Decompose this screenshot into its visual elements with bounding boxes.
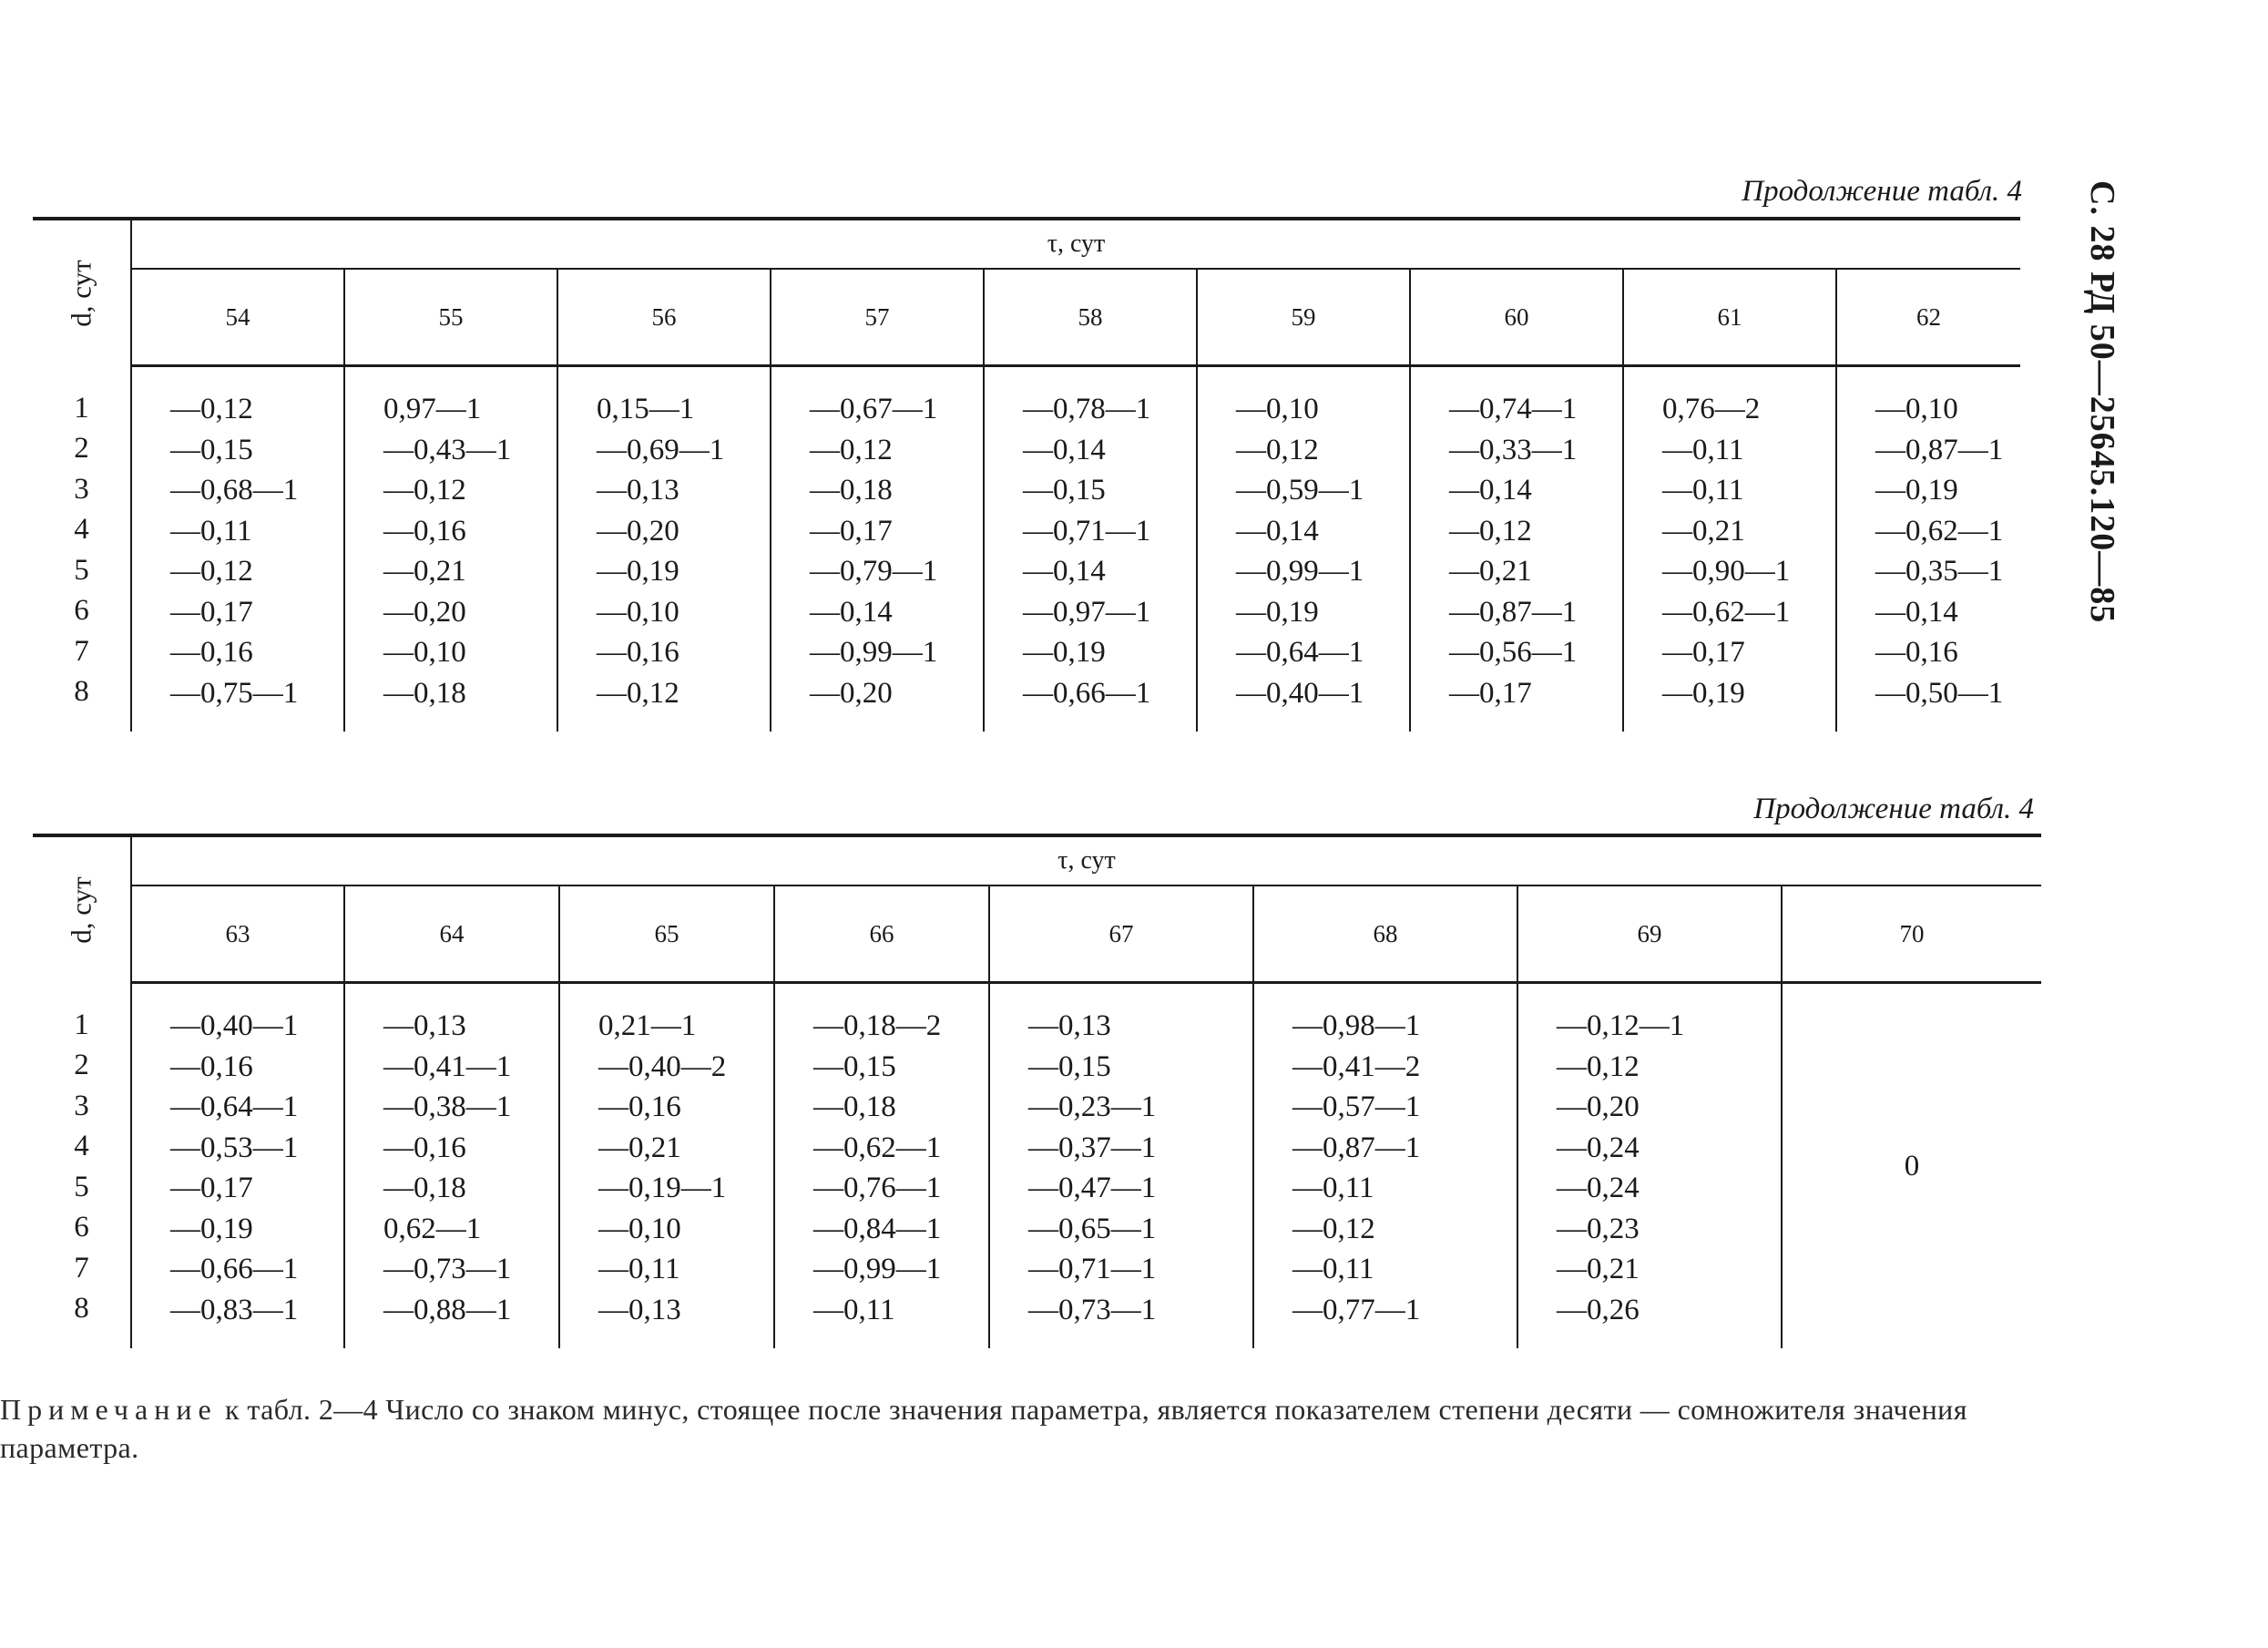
- spacer: [990, 984, 1252, 1006]
- table1-d-header: [33, 219, 131, 366]
- col-header: 54: [131, 269, 344, 366]
- value-cell: —0,21: [1449, 555, 1532, 588]
- row-label: 5: [74, 553, 89, 587]
- col-header: 63: [131, 885, 344, 983]
- col-header: 66: [774, 885, 989, 983]
- spacer: [775, 1330, 988, 1348]
- value-cell: —0,99—1: [810, 636, 938, 669]
- note-text: к табл. 2—4 Число со знаком минус, стоящее после значения параметра, является показателем степени десяти — сомножителя значения параметра.: [0, 1393, 1967, 1464]
- row-label: 4: [74, 1130, 89, 1162]
- value-cell: —0,21: [598, 1131, 681, 1164]
- value-cell: —0,18: [383, 1172, 466, 1204]
- col-header: 59: [1197, 269, 1410, 366]
- value-cell: —0,16: [170, 1049, 253, 1083]
- value-cell: —0,17: [810, 514, 893, 548]
- value-cell: —0,78—1: [1023, 393, 1151, 425]
- value-cell: —0,26: [1557, 1293, 1640, 1326]
- spacer: [345, 713, 557, 732]
- value-cell: 0,62—1: [383, 1212, 482, 1245]
- value-column: [771, 366, 984, 732]
- value-cell: —0,13: [598, 1293, 681, 1326]
- value-cell: —0,64—1: [1236, 636, 1364, 669]
- spacer: [345, 367, 557, 389]
- value-cell: —0,17: [1662, 636, 1745, 669]
- value-cell: —0,16: [1875, 636, 1958, 669]
- value-cell: —0,16: [383, 1131, 466, 1164]
- value-column: [1836, 366, 2020, 732]
- value-cell: —0,98—1: [1292, 1009, 1421, 1042]
- value-cell: —0,73—1: [383, 1253, 512, 1285]
- value-cell: —0,84—1: [813, 1212, 942, 1245]
- col-header: 65: [559, 885, 774, 983]
- value-column: [1623, 366, 1836, 732]
- col-header: 68: [1253, 885, 1517, 983]
- spacer: [1198, 367, 1409, 389]
- row-label: 7: [74, 634, 89, 668]
- value-cell: —0,12: [1236, 433, 1319, 466]
- value-cell: —0,19: [597, 555, 679, 588]
- spacer: [558, 367, 770, 389]
- value-cell: —0,12: [1449, 514, 1532, 548]
- spacer: [33, 1329, 130, 1347]
- table1: [33, 217, 2020, 732]
- value-cell: —0,87—1: [1449, 595, 1578, 629]
- value-cell: —0,67—1: [810, 393, 938, 425]
- value-cell: —0,47—1: [1028, 1172, 1157, 1204]
- table2-continuation-label: Продолжение табл. 4: [1753, 793, 2034, 825]
- value-cell: —0,35—1: [1875, 555, 2004, 588]
- value-column: [1410, 366, 1623, 732]
- row-labels: [33, 983, 131, 1349]
- spacer: [1254, 1330, 1517, 1348]
- col-header: 57: [771, 269, 984, 366]
- table2-tau-header: τ, сут: [131, 835, 2041, 885]
- row-label: 2: [74, 1049, 89, 1081]
- value-cell: —0,68—1: [170, 474, 299, 507]
- value-cell: —0,62—1: [813, 1131, 942, 1164]
- value-cell: —0,53—1: [170, 1131, 299, 1164]
- value-cell: —0,21: [383, 555, 466, 588]
- spacer: [775, 984, 988, 1006]
- value-column: [1253, 983, 1517, 1349]
- col-header: 62: [1836, 269, 2020, 366]
- value-cell: —0,21: [1662, 514, 1745, 548]
- value-column: [1517, 983, 1782, 1349]
- value-cell: —0,10: [597, 595, 679, 629]
- value-cell: —0,88—1: [383, 1293, 512, 1326]
- spacer: [132, 367, 343, 389]
- table1-d-header-label: d, сут: [65, 260, 97, 327]
- value-cell: —0,15: [1028, 1049, 1111, 1083]
- value-cell: —0,71—1: [1023, 514, 1151, 548]
- value-column: [557, 366, 771, 732]
- value-cell: —0,12—1: [1557, 1009, 1685, 1042]
- value-cell: —0,56—1: [1449, 636, 1578, 669]
- value-cell: —0,64—1: [170, 1090, 299, 1123]
- value-cell: —0,99—1: [813, 1253, 942, 1285]
- col70-value-cell: 0: [1782, 983, 2041, 1349]
- value-column: [1197, 366, 1410, 732]
- value-cell: —0,73—1: [1028, 1293, 1157, 1326]
- value-cell: —0,19: [1236, 595, 1319, 629]
- spacer: [1837, 713, 2020, 732]
- value-cell: —0,59—1: [1236, 474, 1364, 507]
- row-label: 8: [74, 675, 89, 708]
- value-cell: —0,14: [1875, 595, 1958, 629]
- value-cell: —0,11: [1662, 433, 1744, 466]
- value-cell: 0,76—2: [1662, 393, 1761, 425]
- value-cell: —0,15: [813, 1049, 896, 1083]
- table2-d-header-label: d, сут: [65, 876, 97, 944]
- spacer: [771, 367, 983, 389]
- value-cell: —0,21: [1557, 1253, 1640, 1285]
- value-cell: —0,10: [383, 636, 466, 669]
- value-cell: —0,40—2: [598, 1049, 727, 1083]
- value-cell: —0,16: [597, 636, 679, 669]
- value-cell: —0,90—1: [1662, 555, 1791, 588]
- value-cell: —0,12: [597, 676, 679, 710]
- value-cell: —0,14: [810, 595, 893, 629]
- value-cell: —0,14: [1449, 474, 1532, 507]
- value-column: [131, 366, 344, 732]
- row-label: 1: [74, 391, 89, 425]
- spacer: [990, 1330, 1252, 1348]
- value-cell: —0,12: [383, 474, 466, 507]
- col-header: 64: [344, 885, 559, 983]
- value-cell: —0,14: [1023, 555, 1106, 588]
- value-column: [344, 983, 559, 1349]
- value-cell: —0,41—2: [1292, 1049, 1421, 1083]
- value-cell: —0,77—1: [1292, 1293, 1421, 1326]
- row-labels: [33, 366, 131, 732]
- spacer: [33, 366, 130, 388]
- row-label: 3: [74, 1089, 89, 1122]
- value-cell: —0,20: [810, 676, 893, 710]
- row-label: 7: [74, 1251, 89, 1285]
- spacer: [985, 713, 1196, 732]
- value-cell: 0,97—1: [383, 393, 482, 425]
- value-cell: —0,23: [1557, 1212, 1640, 1245]
- value-cell: —0,16: [170, 636, 253, 669]
- spacer: [1198, 713, 1409, 732]
- table-note: [0, 1390, 2031, 1467]
- row-label: 6: [74, 1211, 89, 1244]
- value-cell: —0,41—1: [383, 1049, 512, 1083]
- value-cell: —0,11: [1662, 474, 1744, 507]
- spacer: [132, 713, 343, 732]
- value-cell: —0,62—1: [1662, 595, 1791, 629]
- value-cell: —0,16: [383, 514, 466, 548]
- spacer: [345, 1330, 558, 1348]
- value-cell: —0,79—1: [810, 555, 938, 588]
- spacer: [1518, 984, 1781, 1006]
- value-cell: —0,50—1: [1875, 676, 2004, 710]
- value-cell: —0,15: [1023, 474, 1106, 507]
- row-label: 6: [74, 594, 89, 627]
- row-label: 8: [74, 1292, 89, 1325]
- value-cell: —0,33—1: [1449, 433, 1578, 466]
- spacer: [132, 984, 343, 1006]
- value-cell: —0,76—1: [813, 1172, 942, 1204]
- value-cell: —0,18: [810, 474, 893, 507]
- value-cell: —0,19: [1662, 676, 1745, 710]
- value-cell: —0,17: [170, 595, 253, 629]
- value-cell: —0,19: [1023, 636, 1106, 669]
- value-cell: —0,97—1: [1023, 595, 1151, 629]
- value-cell: —0,17: [170, 1172, 253, 1204]
- value-cell: —0,87—1: [1292, 1131, 1421, 1164]
- value-cell: —0,83—1: [170, 1293, 299, 1326]
- row-label: 4: [74, 513, 89, 546]
- value-cell: —0,19: [170, 1212, 253, 1245]
- value-cell: —0,20: [1557, 1090, 1640, 1123]
- value-cell: —0,18: [383, 676, 466, 710]
- row-label: 2: [74, 432, 89, 465]
- col-header: 60: [1410, 269, 1623, 366]
- spacer: [1624, 367, 1835, 389]
- value-column: [131, 983, 344, 1349]
- table1-tau-header: τ, сут: [131, 219, 2020, 269]
- value-cell: —0,23—1: [1028, 1090, 1157, 1123]
- col-header: 69: [1517, 885, 1782, 983]
- value-cell: —0,38—1: [383, 1090, 512, 1123]
- value-cell: —0,99—1: [1236, 555, 1364, 588]
- spacer: [1411, 713, 1622, 732]
- value-cell: —0,19—1: [598, 1172, 727, 1204]
- value-column: [989, 983, 1253, 1349]
- value-cell: —0,71—1: [1028, 1253, 1157, 1285]
- value-cell: —0,18: [813, 1090, 896, 1123]
- col-header: 56: [557, 269, 771, 366]
- spacer: [1411, 367, 1622, 389]
- value-cell: —0,10: [598, 1212, 681, 1245]
- col-header: 70: [1782, 885, 2041, 983]
- row-label: 5: [74, 1170, 89, 1203]
- value-cell: —0,69—1: [597, 433, 725, 466]
- value-column: [344, 366, 557, 732]
- spacer: [558, 713, 770, 732]
- value-cell: —0,12: [170, 555, 253, 588]
- col-header: 67: [989, 885, 1253, 983]
- spacer: [1254, 984, 1517, 1006]
- value-cell: —0,24: [1557, 1172, 1640, 1204]
- value-cell: —0,13: [1028, 1009, 1111, 1042]
- value-cell: —0,12: [1557, 1049, 1640, 1083]
- value-cell: —0,24: [1557, 1131, 1640, 1164]
- value-cell: —0,13: [383, 1009, 466, 1042]
- note-label: Примечание: [0, 1393, 218, 1426]
- value-cell: —0,65—1: [1028, 1212, 1157, 1245]
- value-column: [559, 983, 774, 1349]
- value-cell: —0,14: [1236, 514, 1319, 548]
- value-cell: —0,11: [170, 514, 252, 548]
- spacer: [771, 713, 983, 732]
- value-cell: —0,87—1: [1875, 433, 2004, 466]
- col-header: 61: [1623, 269, 1836, 366]
- value-cell: —0,40—1: [170, 1009, 299, 1042]
- value-cell: —0,75—1: [170, 676, 299, 710]
- value-cell: —0,14: [1023, 433, 1106, 466]
- value-cell: —0,66—1: [170, 1253, 299, 1285]
- table1-continuation-label: Продолжение табл. 4: [1742, 175, 2022, 208]
- value-column: [984, 366, 1197, 732]
- value-cell: —0,18—2: [813, 1009, 942, 1042]
- table2: [33, 834, 2041, 1348]
- spacer: [1837, 367, 2020, 389]
- col-header: 58: [984, 269, 1197, 366]
- value-cell: —0,20: [383, 595, 466, 629]
- value-cell: —0,11: [1292, 1253, 1374, 1285]
- value-cell: 0,21—1: [598, 1009, 697, 1042]
- value-cell: —0,20: [597, 514, 679, 548]
- value-cell: —0,62—1: [1875, 514, 2004, 548]
- spacer: [33, 712, 130, 731]
- value-cell: —0,74—1: [1449, 393, 1578, 425]
- value-column: [774, 983, 989, 1349]
- value-cell: —0,19: [1875, 474, 1958, 507]
- spacer: [985, 367, 1196, 389]
- value-cell: —0,13: [597, 474, 679, 507]
- spacer: [560, 1330, 773, 1348]
- value-cell: —0,10: [1236, 393, 1319, 425]
- col-header: 55: [344, 269, 557, 366]
- table2-d-header: [33, 835, 131, 983]
- spacer: [33, 983, 130, 1005]
- value-cell: —0,12: [170, 393, 253, 425]
- running-header: С. 28 РД 50—25645.120—85: [2083, 180, 2121, 624]
- value-cell: —0,11: [813, 1293, 895, 1326]
- value-cell: —0,12: [810, 433, 893, 466]
- spacer: [560, 984, 773, 1006]
- spacer: [1624, 713, 1835, 732]
- value-cell: —0,17: [1449, 676, 1532, 710]
- value-cell: —0,37—1: [1028, 1131, 1157, 1164]
- value-cell: —0,11: [1292, 1172, 1374, 1204]
- value-cell: —0,40—1: [1236, 676, 1364, 710]
- spacer: [132, 1330, 343, 1348]
- value-cell: —0,57—1: [1292, 1090, 1421, 1123]
- value-cell: 0,15—1: [597, 393, 695, 425]
- row-label: 3: [74, 472, 89, 506]
- spacer: [1518, 1330, 1781, 1348]
- value-cell: —0,16: [598, 1090, 681, 1123]
- value-cell: —0,12: [1292, 1212, 1375, 1245]
- value-cell: —0,43—1: [383, 433, 512, 466]
- value-cell: —0,11: [598, 1253, 680, 1285]
- value-cell: —0,15: [170, 433, 253, 466]
- row-label: 1: [74, 1008, 89, 1041]
- value-cell: —0,66—1: [1023, 676, 1151, 710]
- value-cell: —0,10: [1875, 393, 1958, 425]
- spacer: [345, 984, 558, 1006]
